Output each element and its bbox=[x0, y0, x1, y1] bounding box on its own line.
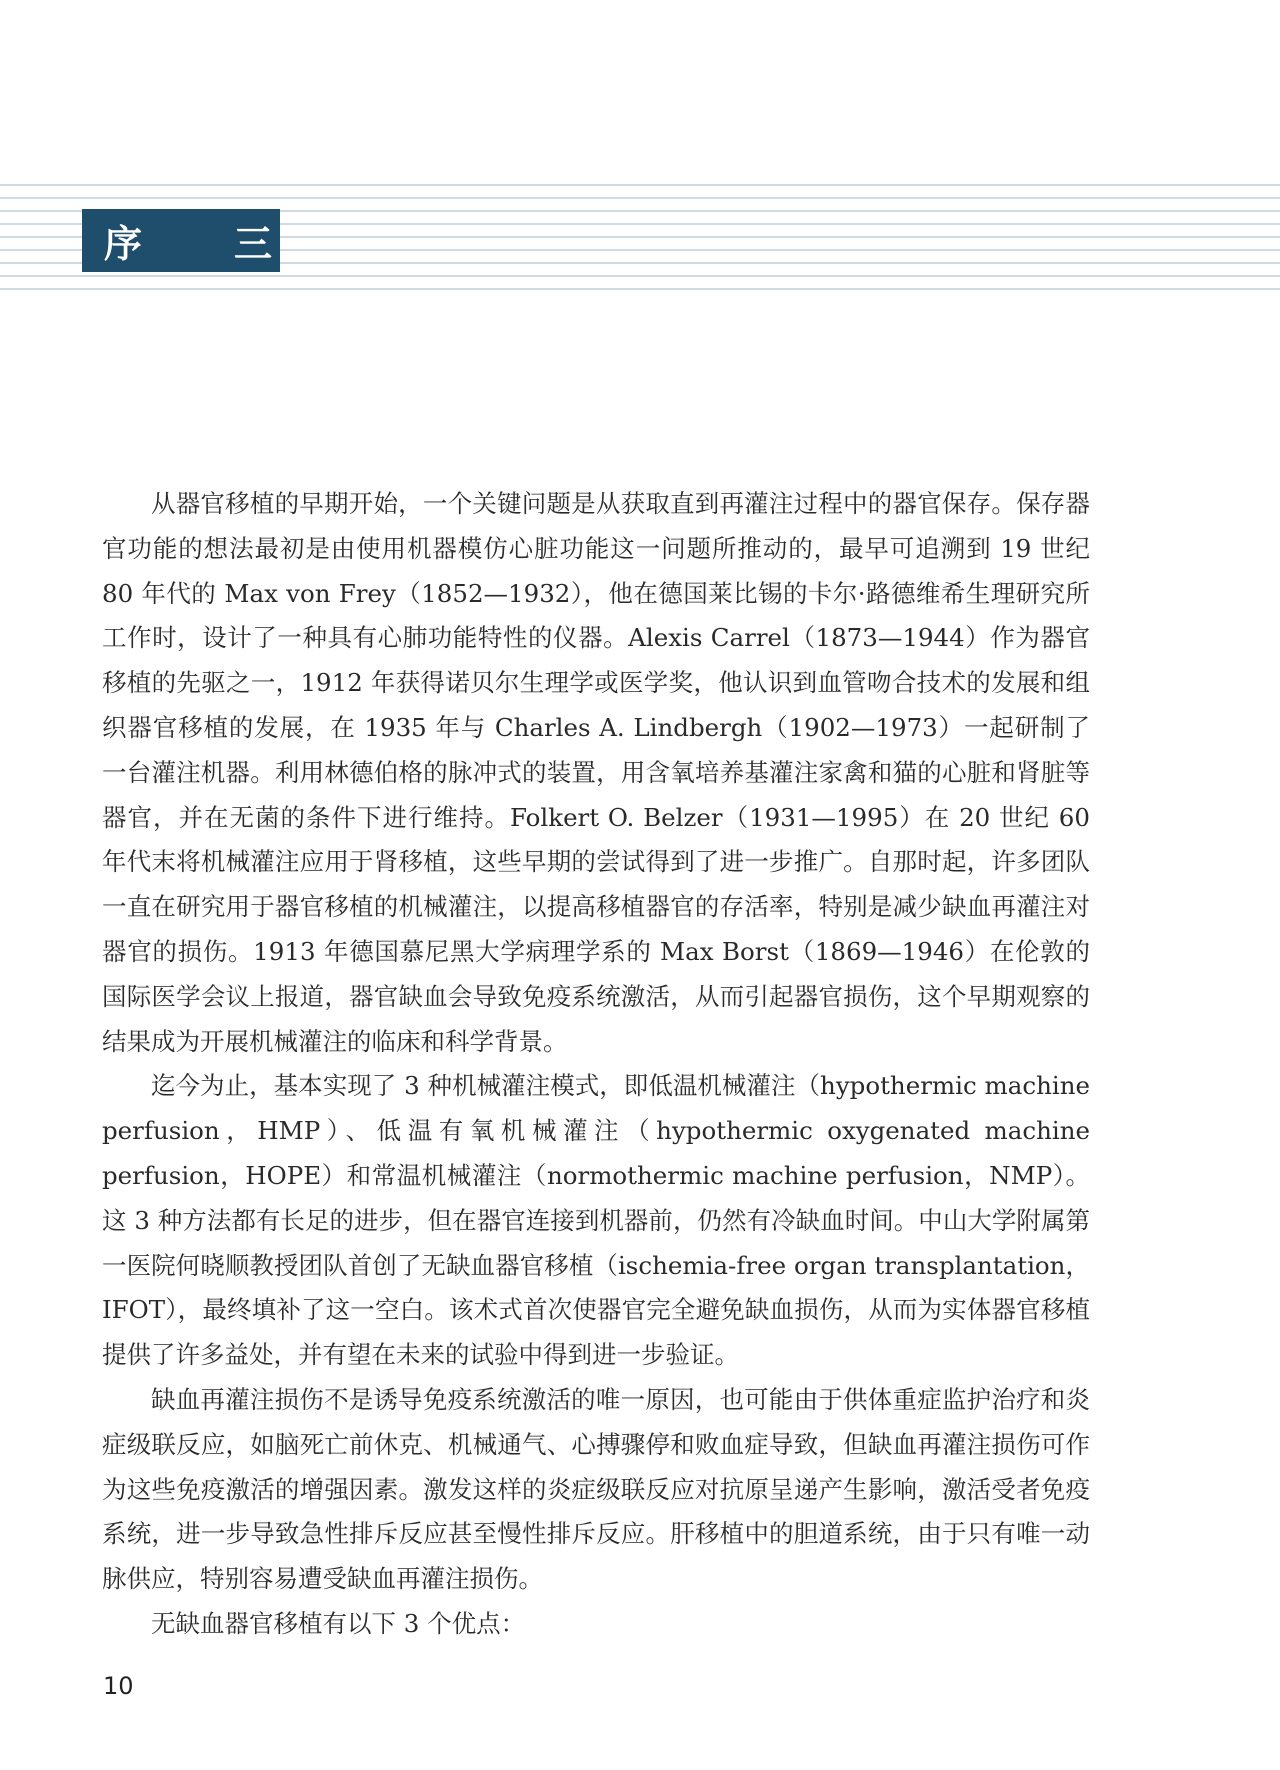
section-title-char-1: 序 bbox=[104, 222, 143, 266]
paragraph-2: 迄今为止，基本实现了 3 种机械灌注模式，即低温机械灌注（hypothermic machine perfusion，HMP）、低温有氧机械灌注（hypothermic oxygenated machine perfusion，HOPE）和常温机械灌注（normothermic machine perfusion，NMP）。这 3 种方法都有长足的进步，但在器官连接到机器前，仍然有冷缺血时间。中山大学附属第一医院何晓顺教授团队首创了无缺血器官移植（ischemia-free organ transplantation，IFOT），最终填补了这一空白。该术式首次使器官完全避免缺血损伤，从而为实体器官移植提供了许多益处，并有望在未来的试验中得到进一步验证。 bbox=[102, 1071, 1090, 1370]
body-text bbox=[102, 482, 1090, 1647]
page-number: 10 bbox=[103, 1672, 134, 1700]
paragraph-1: 从器官移植的早期开始，一个关键问题是从获取直到再灌注过程中的器官保存。保存器官功能的想法最初是由使用机器模仿心脏功能这一问题所推动的，最早可追溯到 19 世纪 80 年代的 Max von Frey（1852—1932），他在德国莱比锡的卡尔·路德维希生理研究所工作时，设计了一种具有心肺功能特性的仪器。Alexis Carrel（1873—1944）作为器官移植的先驱之一，1912 年获得诺贝尔生理学或医学奖，他认识到血管吻合技术的发展和组织器官移植的发展，在 1935 年与 Charles A. Lindbergh（1902—1973）一起研制了一台灌注机器。利用林德伯格的脉冲式的装置，用含氧培养基灌注家禽和猫的心脏和肾脏等器官，并在无菌的条件下进行维持。Folkert O. Belzer（1931—1995）在 20 世纪 60 年代末将机械灌注应用于肾移植，这些早期的尝试得到了进一步推广。自那时起，许多团队一直在研究用于器官移植的机械灌注，以提高移植器官的存活率，特别是减少缺血再灌注对器官的损伤。1913 年德国慕尼黑大学病理学系的 Max Borst（1869—1946）在伦敦的国际医学会议上报道，器官缺血会导致免疫系统激活，从而引起器官损伤，这个早期观察的结果成为开展机械灌注的临床和科学背景。 bbox=[102, 489, 1090, 1056]
stripe-line bbox=[0, 184, 1280, 186]
section-title bbox=[82, 209, 280, 272]
section-title-char-2: 三 bbox=[234, 222, 273, 266]
paragraph-3: 缺血再灌注损伤不是诱导免疫系统激活的唯一原因，也可能由于供体重症监护治疗和炎症级联反应，如脑死亡前休克、机械通气、心搏骤停和败血症导致，但缺血再灌注损伤可作为这些免疫激活的增强因素。激发这样的炎症级联反应对抗原呈递产生影响，激活受者免疫系统，进一步导致急性排斥反应甚至慢性排斥反应。肝移植中的胆道系统，由于只有唯一动脉供应，特别容易遭受缺血再灌注损伤。 bbox=[102, 1384, 1090, 1594]
stripe-line bbox=[0, 197, 1280, 199]
stripe-line bbox=[0, 288, 1280, 290]
paragraph-4: 无缺血器官移植有以下 3 个优点： bbox=[151, 1608, 526, 1638]
stripe-line bbox=[0, 275, 1280, 277]
